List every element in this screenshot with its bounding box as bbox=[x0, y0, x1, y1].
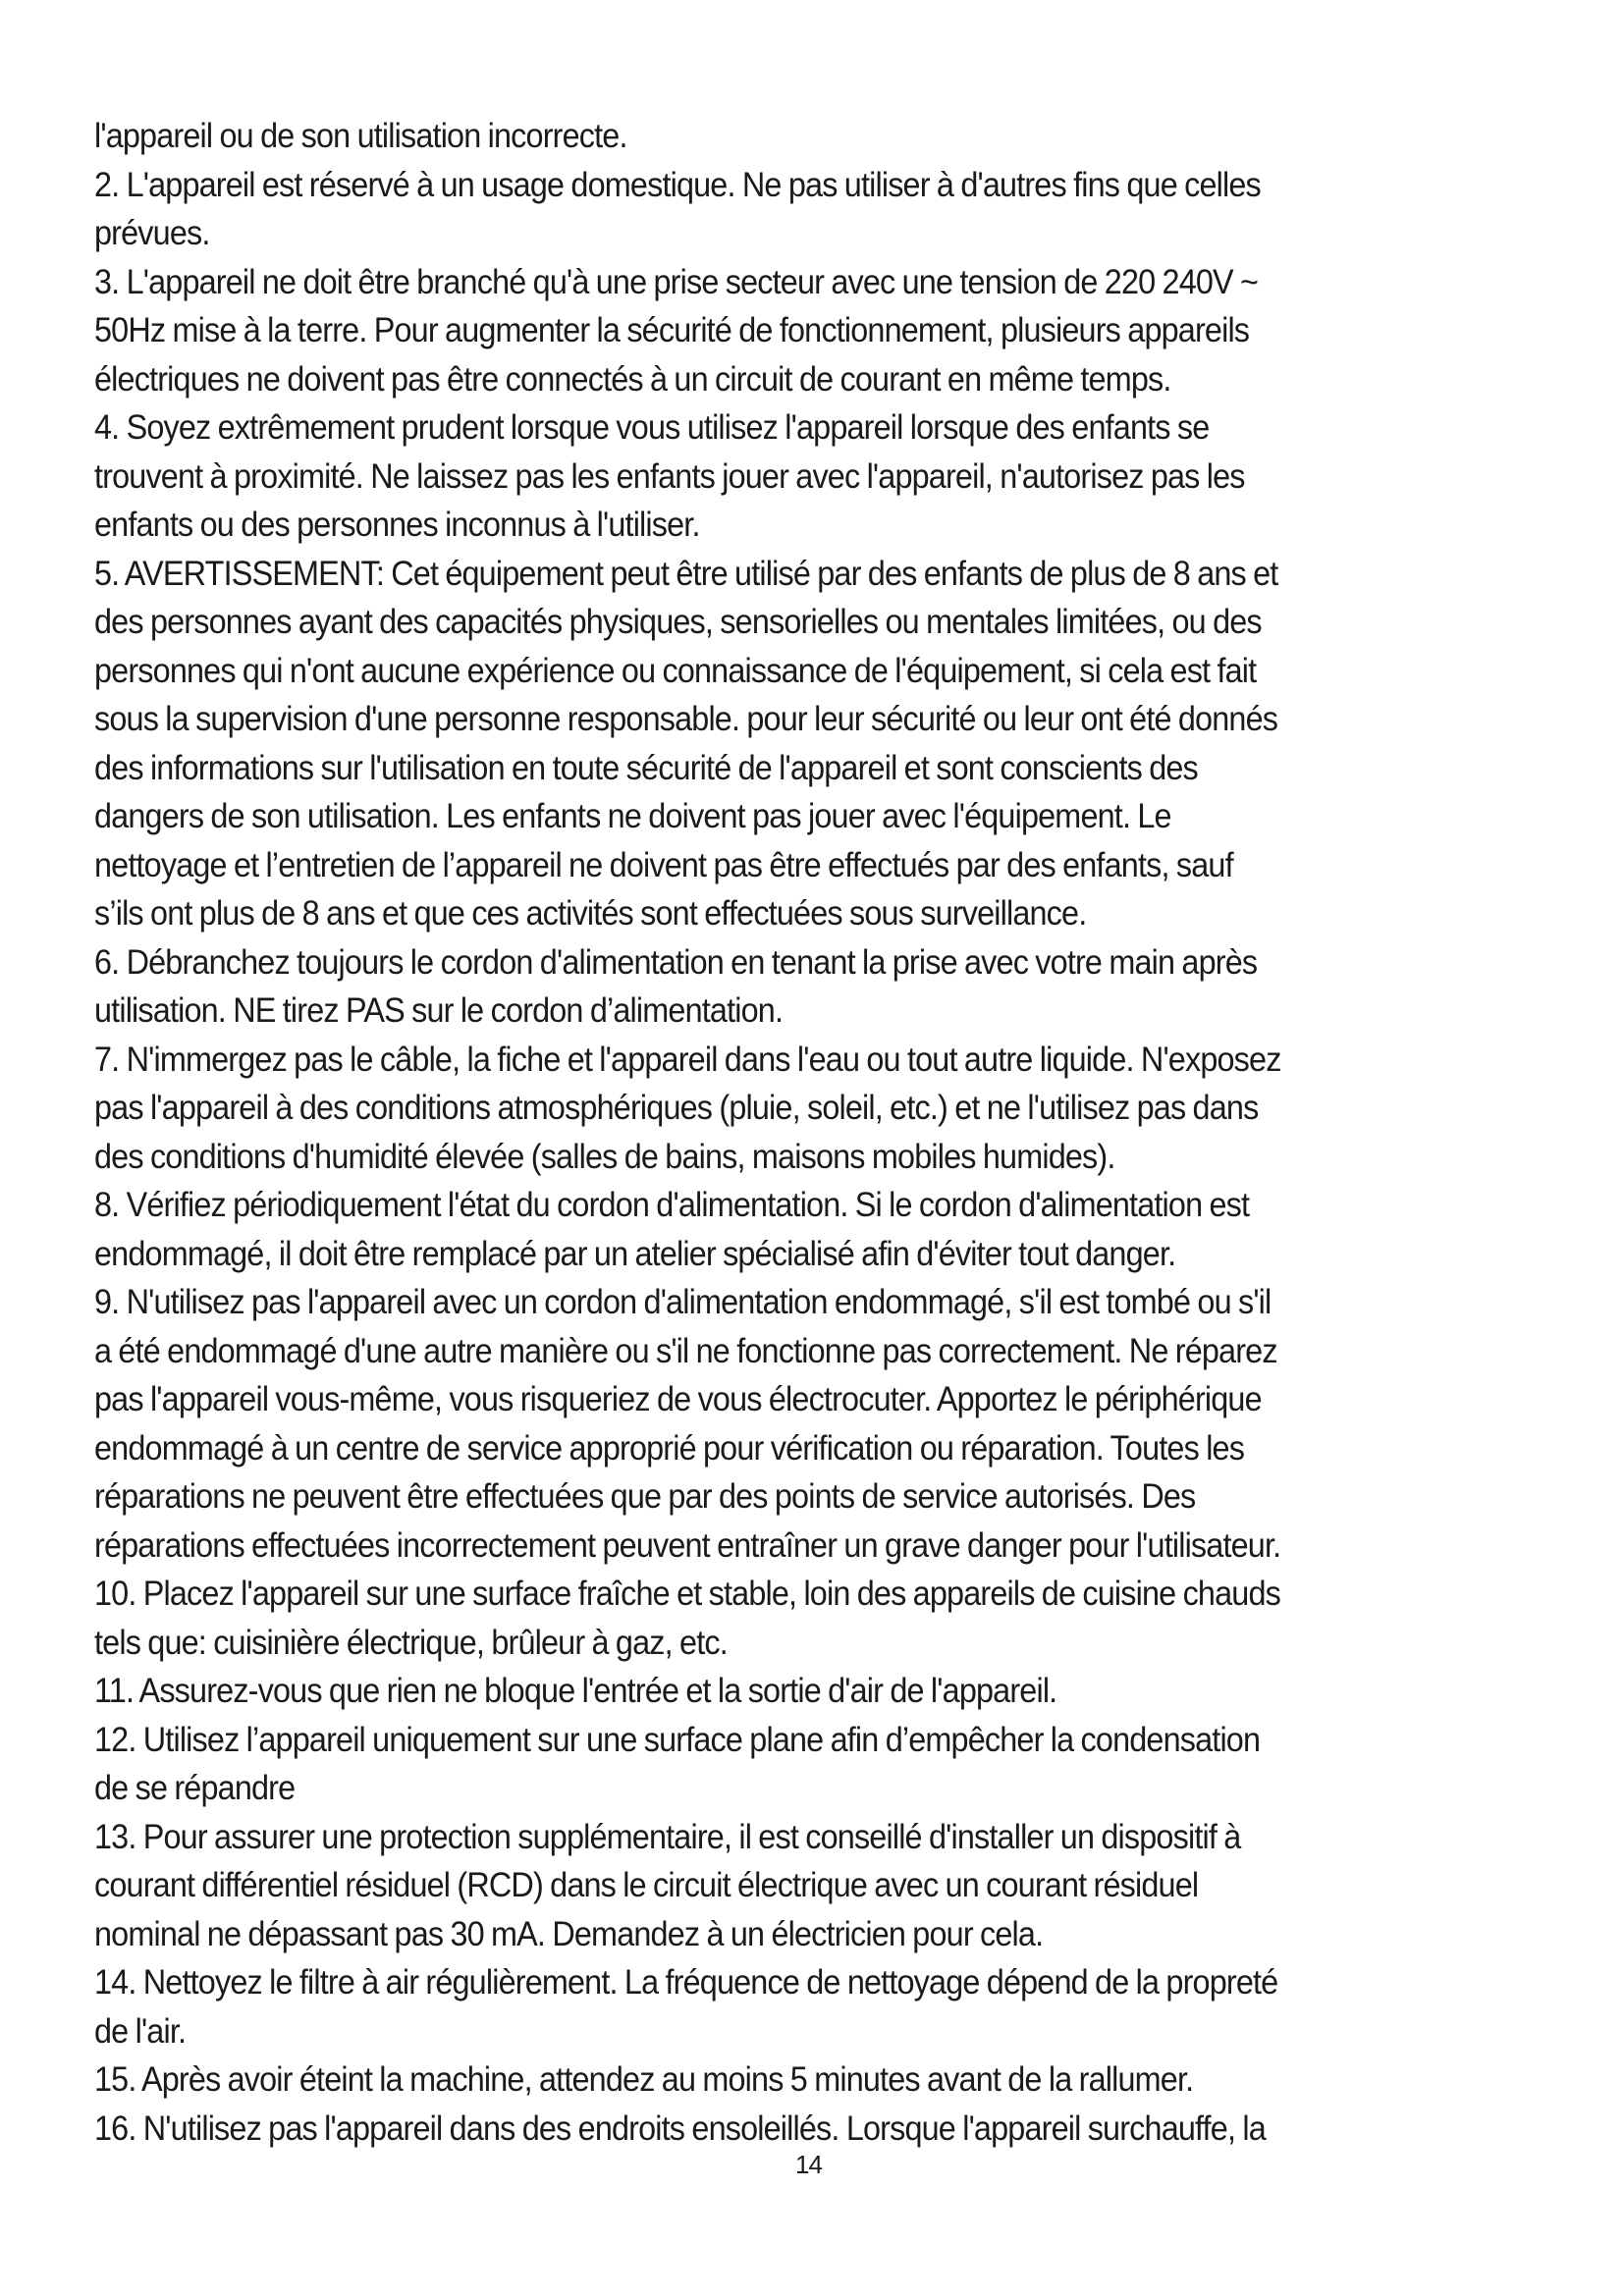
paragraph-item-7: 7. N'immergez pas le câble, la fiche et l'appareil dans l'eau ou tout autre liquide. N'exposez pas l'appareil à des conditions atmosphériques (pluie, soleil, etc.) et ne l'utilisez pas dans des conditions d'humidité élevée (salles de bains, maisons mobiles humides). bbox=[94, 1040, 1281, 1176]
page-number: 14 bbox=[795, 2150, 822, 2179]
paragraph-item-12: 12. Utilisez l’appareil uniquement sur une surface plane afin d’empêcher la condensation de se répandre bbox=[94, 1720, 1261, 1807]
paragraph-item-4: 4. Soyez extrêmement prudent lorsque vous utilisez l'appareil lorsque des enfants se trouvent à proximité. Ne laissez pas les enfants jouer avec l'appareil, n'autorisez pas les enfants ou des personnes inconnus à l'utiliser. bbox=[94, 408, 1245, 544]
paragraph-item-11: 11. Assurez-vous que rien ne bloque l'entrée et la sortie d'air de l'appareil. bbox=[94, 1672, 1057, 1710]
paragraph-item-5: 5. AVERTISSEMENT: Cet équipement peut être utilisé par des enfants de plus de 8 ans et des personnes ayant des capacités physiques, sensorielles ou mentales limitées, ou des personnes qui n'ont aucune expérience ou connaissance de l'équipement, si cela est fait sous la supervision d'une personne responsable. pour leur sécurité ou leur ont été donnés des informations sur l'utilisation en toute sécurité de l'appareil et sont conscients des dangers de son utilisation. Les enfants ne doivent pas jouer avec l'équipement. Le nettoyage et l’entretien de l’appareil ne doivent pas être effectués par des enfants, sauf s’ils ont plus de 8 ans et que ces activités sont effectuées sous surveillance. bbox=[94, 554, 1278, 933]
paragraph-item-8: 8. Vérifiez périodiquement l'état du cordon d'alimentation. Si le cordon d'alimentation est endommagé, il doit être remplacé par un atelier spécialisé afin d'éviter tout danger. bbox=[94, 1186, 1250, 1273]
paragraph-item-6: 6. Débranchez toujours le cordon d'alimentation en tenant la prise avec votre main après utilisation. NE tirez PAS sur le cordon d’alimentation. bbox=[94, 942, 1258, 1030]
paragraph-item-15: 15. Après avoir éteint la machine, attendez au moins 5 minutes avant de la rallumer. bbox=[94, 2060, 1194, 2099]
paragraph-item-16: 16. N'utilisez pas l'appareil dans des endroits ensoleillés. Lorsque l'appareil surchauffe, la bbox=[94, 2109, 1266, 2148]
paragraph-item-9: 9. N'utilisez pas l'appareil avec un cordon d'alimentation endommagé, s'il est tombé ou s'il a été endommagé d'une autre manière ou s'il ne fonctionne pas correctement. Ne réparez pas l'appareil vous-même, vous risqueriez de vous électrocuter. Apportez le périphérique endommagé à un centre de service approprié pour vérification ou réparation. Toutes les réparations ne peuvent être effectuées que par des points de service autorisés. Des réparations effectuées incorrectement peuvent entraîner un grave danger pour l'utilisateur. bbox=[94, 1283, 1281, 1565]
paragraph-item-14: 14. Nettoyez le filtre à air régulièrement. La fréquence de nettoyage dépend de la propreté de l'air. bbox=[94, 1963, 1278, 2051]
safety-instructions-text bbox=[94, 112, 1547, 2153]
paragraph-item-3: 3. L'appareil ne doit être branché qu'à une prise secteur avec une tension de 220 240V ~ 50Hz mise à la terre. Pour augmenter la sécurité de fonctionnement, plusieurs appareils électriques ne doivent pas être connectés à un circuit de courant en même temps. bbox=[94, 262, 1259, 399]
paragraph-continuation: l'appareil ou de son utilisation incorrecte. bbox=[94, 117, 627, 155]
paragraph-item-2: 2. L'appareil est réservé à un usage domestique. Ne pas utiliser à d'autres fins que celles prévues. bbox=[94, 165, 1261, 252]
paragraph-item-10: 10. Placez l'appareil sur une surface fraîche et stable, loin des appareils de cuisine chauds tels que: cuisinière électrique, brûleur à gaz, etc. bbox=[94, 1575, 1280, 1662]
paragraph-item-13: 13. Pour assurer une protection supplémentaire, il est conseillé d'installer un dispositif à courant différentiel résiduel (RCD) dans le circuit électrique avec un courant résiduel nominal ne dépassant pas 30 mA. Demandez à un électricien pour cela. bbox=[94, 1817, 1241, 1953]
